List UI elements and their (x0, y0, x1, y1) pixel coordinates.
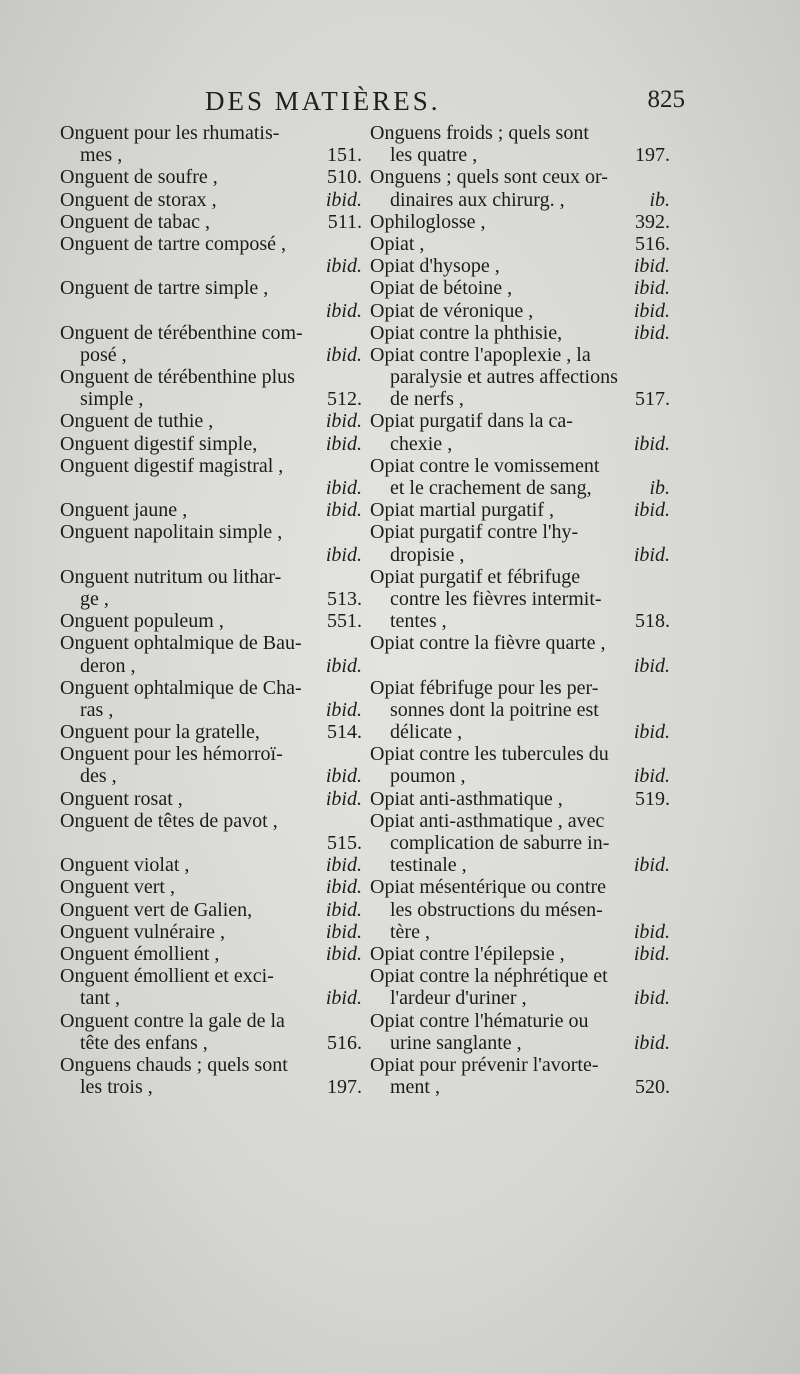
index-entry-line (60, 233, 362, 255)
index-entry-line (370, 410, 670, 432)
entry-text: Onguent jaune , (60, 499, 188, 522)
entry-text: Onguens chauds ; quels sont (60, 1053, 288, 1076)
page-reference: ibid. (633, 854, 670, 877)
entry-text: Onguent vert , (60, 876, 175, 899)
page-reference: ibid. (325, 299, 362, 322)
entry-text: Onguent de soufre , (60, 166, 218, 189)
index-entry-line (370, 521, 670, 543)
entry-text: Onguent émollient et exci- (60, 965, 274, 988)
index-entry-line (60, 144, 362, 166)
header-title: DES MATIÈRES. (205, 86, 441, 116)
entry-text: complication de saburre in- (390, 832, 610, 854)
index-entry-line (370, 743, 670, 765)
entry-text: tête des enfans , (80, 1031, 208, 1054)
entry-text: ras , (80, 698, 114, 721)
index-entry-line (60, 655, 362, 677)
page-reference: ibid. (633, 499, 670, 522)
page-reference: 516. (327, 1031, 362, 1054)
index-entry-line (60, 765, 362, 787)
page-reference: ibid. (633, 255, 670, 278)
index-entry-line (370, 477, 670, 499)
entry-text: de nerfs , (390, 388, 464, 411)
index-entry-line (370, 211, 670, 233)
entry-text: Onguent pour les rhumatis- (60, 122, 280, 144)
index-entry-line (60, 433, 362, 455)
page-reference: 512. (327, 388, 362, 411)
entry-text: contre les fièvres intermit- (390, 587, 602, 610)
page-reference: ibid. (325, 654, 362, 677)
entry-text: Opiat mésentérique ou contre (370, 876, 607, 899)
index-entry-line (370, 1032, 670, 1054)
entry-text: Onguent pour les hémorroï- (60, 743, 283, 766)
entry-text: Onguent digestif magistral , (60, 454, 284, 477)
entry-text: Onguent vert de Galien, (60, 898, 253, 921)
index-entry-line (370, 921, 670, 943)
entry-text: Onguent contre la gale de la (60, 1009, 285, 1032)
entry-text: Opiat de véronique , (370, 299, 534, 322)
entry-text: Opiat martial purgatif , (370, 499, 555, 522)
entry-text: Onguent napolitain simple , (60, 521, 283, 544)
index-entry-line (370, 1054, 670, 1076)
entry-text: Opiat , (370, 232, 425, 255)
index-entry-line (370, 677, 670, 699)
index-entry-line (60, 410, 362, 432)
page-reference: 151. (327, 144, 362, 167)
index-column-left (60, 122, 362, 1098)
index-entry-line (60, 122, 362, 144)
index-entry-line (370, 987, 670, 1009)
index-entry-line (370, 610, 670, 632)
entry-text: Opiat contre la fièvre quarte , (370, 632, 606, 655)
index-entry-line (60, 743, 362, 765)
entry-text: les quatre , (390, 144, 478, 167)
index-entry-line (60, 677, 362, 699)
index-entry-line (60, 1010, 362, 1032)
entry-text: Opiat de bétoine , (370, 277, 513, 300)
index-entry-line (60, 632, 362, 654)
index-entry-line (60, 1076, 362, 1098)
entry-text: Onguens froids ; quels sont (370, 122, 589, 144)
page-reference: ibid. (633, 987, 670, 1010)
entry-text: des , (80, 765, 117, 788)
index-entry-line (370, 344, 670, 366)
index-entry-line (60, 477, 362, 499)
index-entry-line (60, 1032, 362, 1054)
entry-text: Opiat anti-asthmatique , (370, 787, 563, 810)
entry-text: Onguent ophtalmique de Cha- (60, 676, 302, 699)
index-entry-line (370, 455, 670, 477)
index-entry-line (370, 1010, 670, 1032)
index-entry-line (370, 366, 670, 388)
entry-text: Onguent de têtes de pavot , (60, 809, 278, 832)
entry-text: Ophiloglosse , (370, 210, 486, 233)
page-reference: 511. (327, 210, 362, 233)
index-entry-line (370, 277, 670, 299)
entry-text: Onguent de tartre composé , (60, 232, 287, 255)
page-reference: ibid. (325, 987, 362, 1010)
entry-text: Onguent rosat , (60, 787, 183, 810)
entry-text: ment , (390, 1076, 440, 1099)
page-reference: ibid. (633, 432, 670, 455)
index-entry-line (60, 300, 362, 322)
entry-text: poumon , (390, 765, 466, 788)
page-reference: ibid. (325, 787, 362, 810)
page-reference: ibid. (325, 432, 362, 455)
index-entry-line (60, 211, 362, 233)
page-reference: ibid. (633, 765, 670, 788)
index-entry-line (370, 544, 670, 566)
index-entry-line (60, 876, 362, 898)
index-entry-line (370, 433, 670, 455)
entry-text: Onguent émollient , (60, 942, 220, 965)
index-entry-line (60, 322, 362, 344)
page-reference: ibid. (633, 721, 670, 744)
index-entry-line (60, 610, 362, 632)
index-entry-line (60, 344, 362, 366)
index-entry-line (370, 788, 670, 810)
index-entry-line (60, 588, 362, 610)
index-entry-line (60, 166, 362, 188)
index-entry-line (60, 521, 362, 543)
entry-text: Opiat purgatif contre l'hy- (370, 521, 579, 544)
page-reference: 510. (327, 166, 362, 189)
page-reference: 197. (635, 144, 670, 167)
entry-text: testinale , (390, 854, 467, 877)
index-entry-line (370, 255, 670, 277)
index-entry-line (60, 1054, 362, 1076)
index-entry-line (370, 588, 670, 610)
index-entry-line (60, 499, 362, 521)
page-reference: 517. (635, 388, 670, 411)
page-reference: ibid. (325, 898, 362, 921)
page-reference: 519. (635, 787, 670, 810)
page-reference: ibid. (325, 920, 362, 943)
entry-text: Opiat contre la phthisie, (370, 321, 563, 344)
entry-text: tère , (390, 920, 430, 943)
entry-text: Opiat d'hysope , (370, 255, 500, 278)
page-reference: 520. (635, 1076, 670, 1099)
entry-text: mes , (80, 144, 123, 167)
page-reference: ibid. (325, 410, 362, 433)
index-entry-line (370, 854, 670, 876)
page-reference: 513. (327, 587, 362, 610)
entry-text: simple , (80, 388, 144, 411)
page-reference: ibid. (633, 942, 670, 965)
index-entry-line (60, 699, 362, 721)
entry-text: ge , (80, 587, 109, 610)
page-reference: ibid. (633, 321, 670, 344)
page-reference: 551. (327, 610, 362, 633)
page-reference: 515. (327, 832, 362, 854)
entry-text: les trois , (80, 1076, 153, 1099)
entry-text: Opiat contre l'épilepsie , (370, 942, 565, 965)
page-reference: 392. (635, 210, 670, 233)
entry-text: Onguent de tartre simple , (60, 277, 269, 300)
entry-text: Opiat contre l'hématurie ou (370, 1009, 589, 1032)
entry-text: Opiat contre les tubercules du (370, 743, 609, 766)
page-reference: ibid. (633, 299, 670, 322)
index-entry-line (370, 322, 670, 344)
page-reference: ibid. (633, 920, 670, 943)
index-entry-line (370, 122, 670, 144)
entry-text: l'ardeur d'uriner , (390, 987, 527, 1010)
entry-text: Opiat contre la néphrétique et (370, 965, 608, 988)
page-reference: ibid. (325, 698, 362, 721)
index-entry-line (370, 721, 670, 743)
index-entry-line (60, 899, 362, 921)
entry-text: Opiat contre le vomissement (370, 454, 600, 477)
entry-text: urine sanglante , (390, 1031, 522, 1054)
entry-text: délicate , (390, 721, 463, 744)
index-entry-line (60, 788, 362, 810)
page-reference: 516. (635, 232, 670, 255)
page-reference: ibid. (633, 277, 670, 300)
entry-text: tentes , (390, 610, 447, 633)
entry-text: Opiat purgatif et fébrifuge (370, 565, 581, 588)
index-entry-line (60, 366, 362, 388)
entry-text: Onguent ophtalmique de Bau- (60, 632, 302, 655)
entry-text: Onguent populeum , (60, 610, 224, 633)
page-reference: ibid. (325, 942, 362, 965)
entry-text: tant , (80, 987, 120, 1010)
index-column-right (370, 122, 670, 1098)
index-entry-line (60, 810, 362, 832)
page-reference: ibid. (325, 499, 362, 522)
index-entry-line (370, 699, 670, 721)
entry-text: Opiat anti-asthmatique , avec (370, 809, 605, 832)
index-entry-line (370, 166, 670, 188)
entry-text: Onguent de térébenthine com- (60, 321, 303, 344)
entry-text: Onguent nutritum ou lithar- (60, 565, 282, 588)
index-entry-line (60, 255, 362, 277)
index-entry-line (60, 943, 362, 965)
entry-text: chexie , (390, 432, 453, 455)
entry-text: dinaires aux chirurg. , (390, 188, 565, 211)
index-entry-line (370, 1076, 670, 1098)
entry-text: Opiat contre l'apoplexie , la (370, 343, 591, 366)
page-reference: ibid. (325, 543, 362, 566)
entry-text: Onguent vulnéraire , (60, 920, 225, 943)
entry-text: Onguent de storax , (60, 188, 217, 211)
index-entry-line (60, 854, 362, 876)
page-reference: ibid. (325, 343, 362, 366)
page-reference: ibid. (633, 654, 670, 677)
index-entry-line (370, 499, 670, 521)
index-entry-line (370, 300, 670, 322)
index-entry-line (370, 810, 670, 832)
page-reference: 518. (635, 610, 670, 633)
entry-text: Onguent de tuthie , (60, 410, 214, 433)
index-entry-line (60, 832, 362, 854)
page-reference: ibid. (633, 543, 670, 566)
index-entry-line (60, 388, 362, 410)
page-reference: 514. (327, 721, 362, 744)
entry-text: Opiat pour prévenir l'avorte- (370, 1053, 599, 1076)
entry-text: Onguent digestif simple, (60, 432, 258, 455)
index-entry-line (60, 566, 362, 588)
index-entry-line (370, 655, 670, 677)
index-entry-line (370, 765, 670, 787)
page-reference: ibid. (325, 765, 362, 788)
page-reference: ibid. (325, 255, 362, 278)
index-entry-line (370, 566, 670, 588)
index-entry-line (60, 721, 362, 743)
entry-text: Opiat purgatif dans la ca- (370, 410, 573, 433)
entry-text: les obstructions du mésen- (390, 898, 603, 921)
page-number: 825 (647, 86, 685, 113)
index-entry-line (370, 899, 670, 921)
entry-text: Onguent violat , (60, 854, 190, 877)
entry-text: Opiat fébrifuge pour les per- (370, 676, 599, 699)
index-entry-line (60, 921, 362, 943)
entry-text: deron , (80, 654, 136, 677)
entry-text: paralysie et autres affections (390, 366, 618, 389)
entry-text: sonnes dont la poitrine est (390, 698, 599, 721)
index-entry-line (370, 233, 670, 255)
page-reference: ib. (649, 477, 670, 499)
index-entry-line (60, 987, 362, 1009)
index-entry-line (60, 189, 362, 211)
entry-text: dropisie , (390, 543, 465, 566)
page-reference: 197. (327, 1076, 362, 1099)
index-entry-line (370, 876, 670, 898)
page-reference: ibid. (325, 477, 362, 499)
page-reference: ibid. (325, 854, 362, 877)
index-entry-line (60, 277, 362, 299)
entry-text: Onguens ; quels sont ceux or- (370, 166, 608, 189)
index-entry-line (370, 189, 670, 211)
entry-text: Onguent de térébenthine plus (60, 366, 295, 389)
index-entry-line (370, 943, 670, 965)
index-entry-line (60, 965, 362, 987)
entry-text: posé , (80, 343, 127, 366)
entry-text: Onguent de tabac , (60, 210, 210, 233)
running-header (205, 86, 685, 120)
entry-text: et le crachement de sang, (390, 477, 592, 499)
index-entry-line (60, 455, 362, 477)
page-reference: ibid. (633, 1031, 670, 1054)
index-entry-line (370, 144, 670, 166)
page-reference: ib. (649, 188, 670, 211)
index-entry-line (370, 388, 670, 410)
index-entry-line (370, 832, 670, 854)
entry-text: Onguent pour la gratelle, (60, 721, 260, 744)
index-entry-line (60, 544, 362, 566)
index-entry-line (370, 632, 670, 654)
page-reference: ibid. (325, 188, 362, 211)
page-reference: ibid. (325, 876, 362, 899)
index-entry-line (370, 965, 670, 987)
